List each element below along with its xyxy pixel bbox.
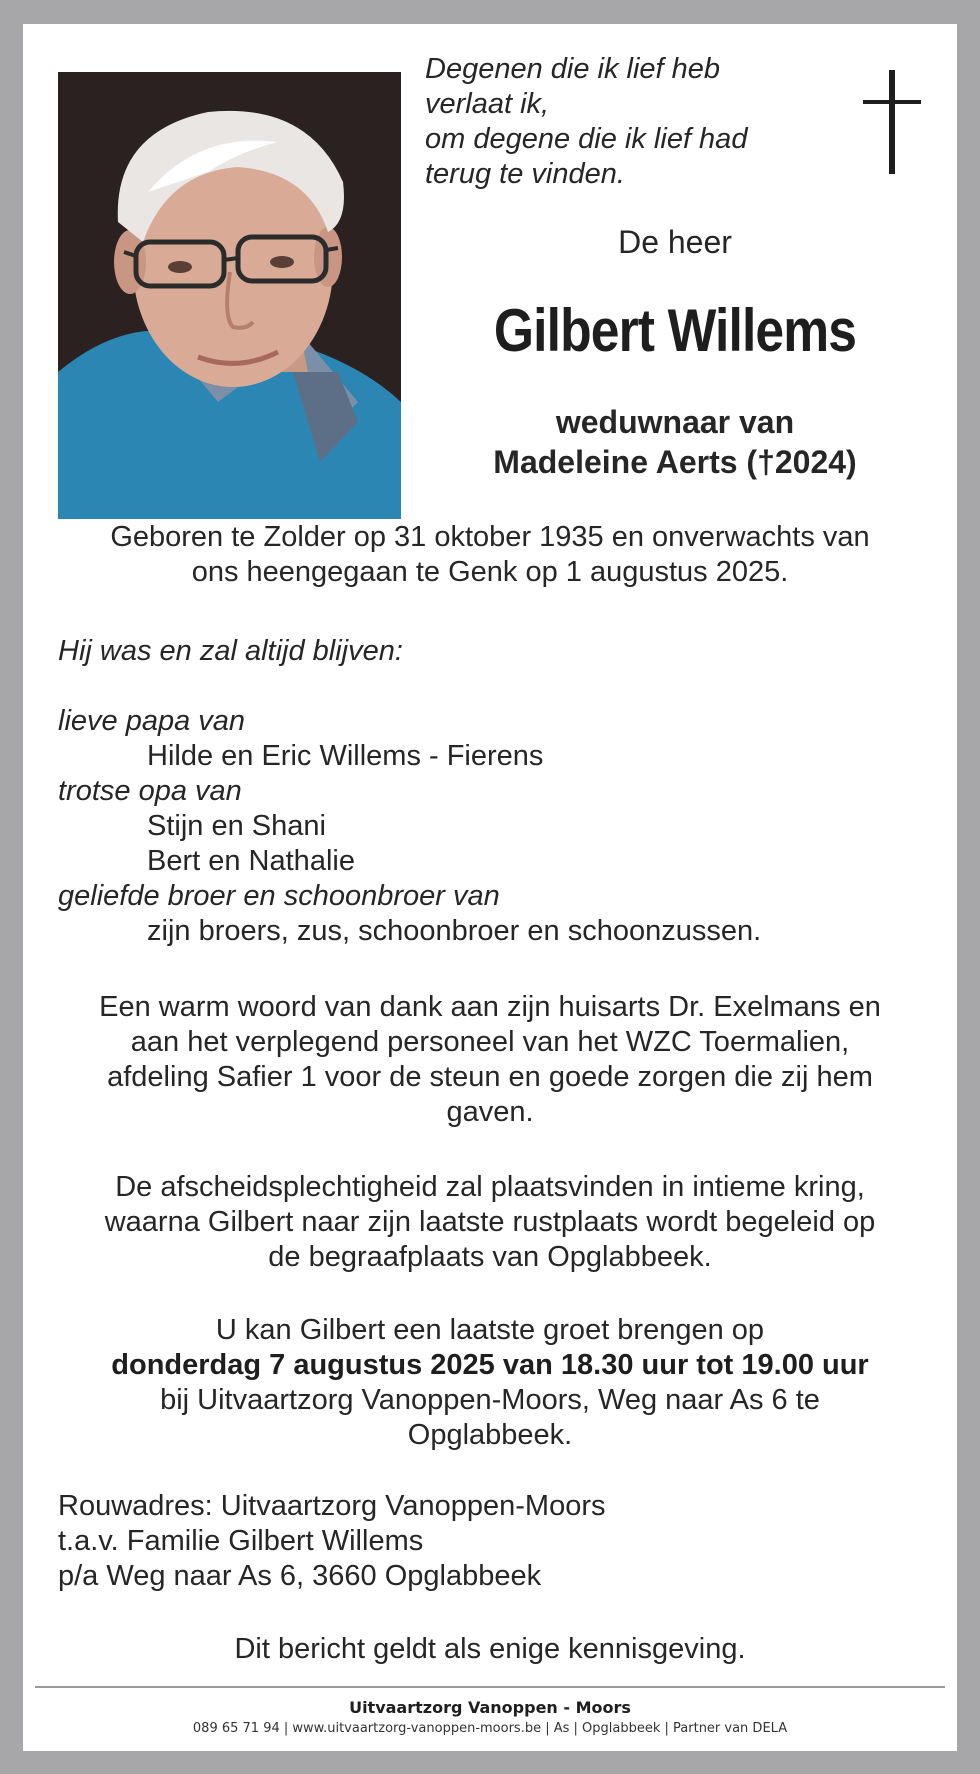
footer-divider (35, 1686, 945, 1688)
sibling-names: zijn broers, zus, schoonbroer en schoonzussen. (147, 915, 762, 947)
grandchild-name: Stijn en Shani (147, 810, 326, 842)
papa-label: lieve papa van (58, 705, 246, 737)
thanks-line: afdeling Safier 1 voor de steun en goede zorgen die zij hem (107, 1061, 873, 1093)
ceremony-line: De afscheidsplechtigheid zal plaatsvinden in intieme kring, (115, 1171, 865, 1203)
thanks-line: Een warm woord van dank aan zijn huisarts Dr. Exelmans en (99, 991, 881, 1023)
deceased-name: Gilbert Willems (493, 297, 857, 364)
mourning-address (58, 1489, 758, 1594)
poem (425, 52, 805, 192)
poem-line: terug te vinden. (425, 158, 625, 190)
ceremony-paragraph (43, 1170, 937, 1275)
widower-line: weduwnaar van (555, 404, 795, 440)
portrait-illustration (58, 72, 401, 519)
ceremony-line: de begraafplaats van Opglabbeek. (268, 1241, 712, 1273)
birth-death-statement (43, 520, 937, 590)
poem-line: Degenen die ik lief heb (425, 53, 721, 85)
poem-line: verlaat ik, (425, 88, 550, 120)
broer-label: geliefde broer en schoonbroer van (58, 880, 500, 912)
salutation: De heer (618, 224, 732, 260)
notice-line: Dit bericht geldt als enige kennisgeving. (234, 1633, 746, 1665)
thanks-line: aan het verplegend personeel van het WZC Toermalien, (130, 1026, 850, 1058)
address-line: Rouwadres: Uitvaartzorg Vanoppen-Moors (58, 1490, 606, 1522)
visit-line: Opglabbeek. (407, 1419, 573, 1451)
poem-line: om degene die ik lief had (425, 123, 748, 155)
visitation-paragraph (43, 1313, 937, 1453)
spouse-name: Madeleine Aerts (†2024) (493, 444, 857, 480)
obituary-paper (23, 24, 957, 1751)
thanks-paragraph (43, 990, 937, 1130)
address-line: t.a.v. Familie Gilbert Willems (58, 1525, 424, 1557)
papa-name: Hilde en Eric Willems - Fierens (147, 740, 544, 772)
born-line: ons heengegaan te Genk op 1 augustus 2025. (191, 556, 789, 588)
thanks-line: gaven. (446, 1096, 534, 1128)
visit-datetime: donderdag 7 augustus 2025 van 18.30 uur tot 19.00 uur (111, 1349, 869, 1381)
grandchild-name: Bert en Nathalie (147, 845, 355, 877)
opa-label: trotse opa van (58, 775, 242, 807)
visit-line: U kan Gilbert een laatste groet brengen op (215, 1314, 765, 1346)
widower-of (425, 402, 925, 482)
funeral-home-info: 089 65 71 94 | www.uitvaartzorg-vanoppen-moors.be | As | Opglabbeek | Partner van DELA (192, 1721, 788, 1736)
obituary-card (10, 10, 970, 1764)
portrait-photo (58, 72, 401, 519)
family-relations (58, 634, 928, 949)
visit-line: bij Uitvaartzorg Vanoppen-Moors, Weg naar As 6 te (160, 1384, 820, 1416)
relations-intro: Hij was en zal altijd blijven: (58, 635, 403, 667)
funeral-home-name: Uitvaartzorg Vanoppen - Moors (349, 1698, 631, 1717)
born-line: Geboren te Zolder op 31 oktober 1935 en onverwachts van (110, 521, 870, 553)
latin-cross-icon (863, 70, 923, 174)
address-line: p/a Weg naar As 6, 3660 Opglabbeek (58, 1560, 542, 1592)
ceremony-line: waarna Gilbert naar zijn laatste rustplaats wordt begeleid op (104, 1206, 876, 1238)
